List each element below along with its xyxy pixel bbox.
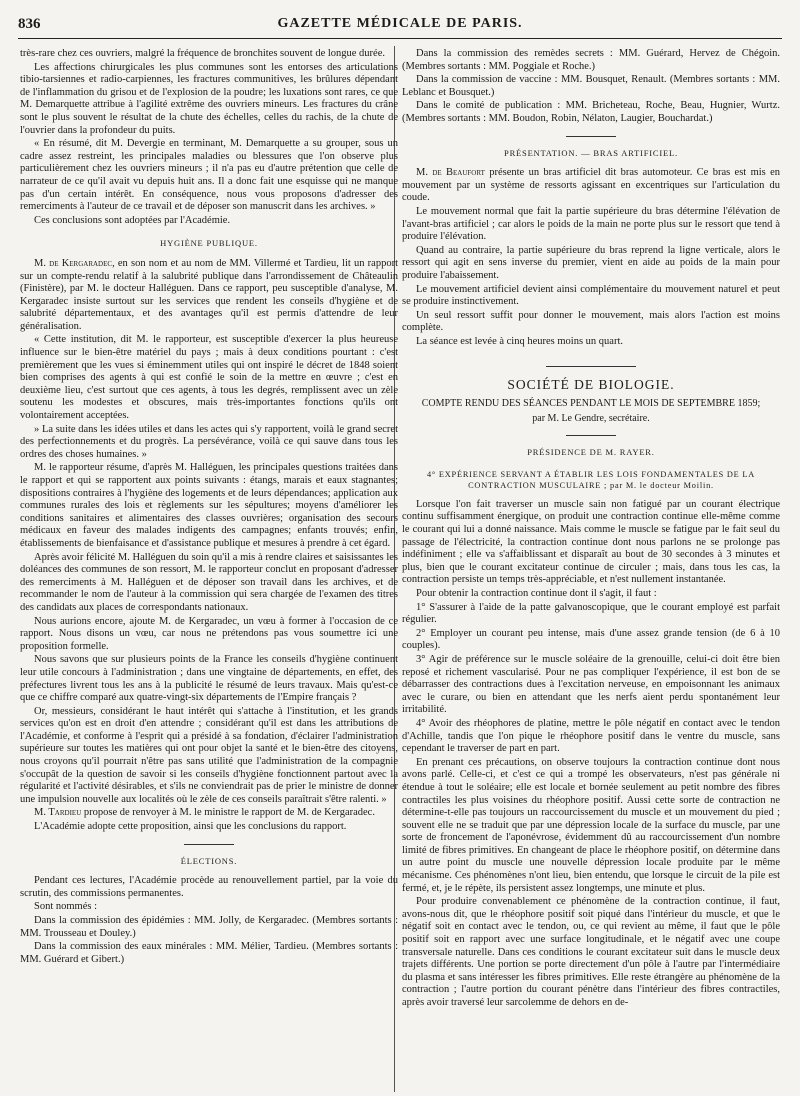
paragraph: 3° Agir de préférence sur le muscle soléaire de la grenouille, celui-ci doit être bien reposé et richement vascularisé. Pour ne pas compliquer l'expérience, il est bon de se débarrasser des contractions dues à l'excitation nerveuse, en empoisonnant les animaux avec le curare, ou bien en attendant que les nerfs aient perdu spontanément leur irritabilité. xyxy=(402,653,780,716)
report-author: par M. Le Gendre, secrétaire. xyxy=(532,412,650,424)
paragraph-text: propose de renvoyer à M. le ministre le rapport de M. de Kergaradec. xyxy=(81,807,375,819)
section-rule xyxy=(566,136,616,137)
section-heading-elections: ÉLECTIONS. xyxy=(180,855,238,866)
paragraph: En prenant ces précautions, on observe toujours la contraction continue dont nous avons parlé. Celle-ci, et c'est ce qui a trompé les observateurs, n'est pas générale ni étendue à tout le soléaire; elle est locale et bornée seulement au petit nombre des fibres contractiles les plus voisines du rhéophore positif. Aussi cette sorte de contraction ne détermine-t-elle pas toujours un raccourcissement du muscle et un mouvement du pied ; souvent elle ne se traduit que par une dépression locale de la surface du muscle, par une sorte de froncement de l'aponévrose, évidemment dû au raccourcissement d'un nombre limité de fibres primitives. En changeant de place le rhéophore positif, on détermine dans un autre point du muscle une nouvelle dépression locale produite par le même mécanisme. Ces phénomènes n'ont lieu, bien entendu, que lorsque le circuit de la pile est fermé, et, je le répète, ils persistent assez longtemps, une minute et plus. xyxy=(402,756,780,894)
speaker-name: M. Tardieu xyxy=(34,807,82,819)
paragraph: très-rare chez ces ouvriers, malgré la fréquence de bronchites souvent de longue durée. xyxy=(20,48,385,59)
paragraph xyxy=(20,807,398,820)
section-rule xyxy=(566,435,616,436)
paragraph: Dans la commission de vaccine : MM. Bousquet, Renault. (Membres sortants : MM. Leblanc et Bousquet.) xyxy=(402,74,780,98)
paragraph: Or, messieurs, considérant le haut intérêt qui s'attache à l'institution, et les grands services qu'on est en droit d'en attendre ; considérant qu'il est dans les attributions de l'Académie, et conforme à l'esprit qui a présidé à sa fondation, d'éclairer l'administration supérieure sur toutes les matières qui ont pour objet la santé et le bien-être des citoyens, nous croyons qu'il pourrait n'être pas sans utilité que l'administration de la compagnie s'occupât de la question de savoir si les conseils d'hygiène fonctionnent partout avec la régularité et l'activité désirables, et s'ils ne conviendrait pas de prier le ministre de donner une impulsion nouvelle aux localités où le zèle de ces conseils paraîtrait s'être ralenti. » xyxy=(20,705,398,805)
section-rule xyxy=(546,366,636,367)
right-column xyxy=(402,48,780,1088)
paragraph: 2° Employer un courant peu intense, mais d'une assez grande tension (de 6 à 10 couples). xyxy=(402,627,780,652)
society-title: SOCIÉTÉ DE BIOLOGIE. xyxy=(507,377,675,393)
paragraph: Pour produire convenablement ce phénomène de la contraction continue, il faut, avons-nous dit, que le rhéophore positif soit piqué dans l'intérieur du muscle, et que le négatif soit en contact avec le tendon, ou, ce qui revient au même, il faut que le pôle positif soit en rapport avec une surface longitudinale, et le négatif avec une coupe transversale naturelle. Dans ces conditions le courant excitateur suit dans le muscle deux trajets différents. Une portion se porte directement d'un pôle à l'autre par l'intermédiaire du plasma et sans intéresser les fibres primitives. Elle reste étrangère au phénomène de la contraction ; l'autre portion du courant pénètre dans l'intérieur des fibres contractiles, après avoir traversé leur sarcolemme de dehors en de- xyxy=(402,896,780,1008)
paragraph: « En résumé, dit M. Devergie en terminant, M. Demarquette a su grouper, sous un cadre assez restreint, les principales maladies ou blessures que l'on observe plus particulièrement chez les ouvriers mineurs ; il n'a pas eu d'autre prétention que celle de narrateur de ce qu'il avait vu depuis huit ans. Il a donc fait une esquisse qui ne manque pas d'un certain intérêt. En conséquence, nous vous proposons d'adresser des remerciments à l'auteur de ce travail et de déposer son manuscrit dans les archives. » xyxy=(20,138,398,213)
paragraph: Quand au contraire, la partie supérieure du bras reprend la ligne verticale, alors le ressort qui agit en sens inverse du premier, vient en aide au poids de la main pour produire l'abaissement. xyxy=(402,244,780,281)
paragraph xyxy=(20,258,398,334)
paragraph: M. le rapporteur résume, d'après M. Halléguen, les principales questions traitées dans le rapport et qui se rapportent aux points suivants : étangs, marais et eaux stagnantes; dispositions contraires à l'hygiène des logements et de leurs dépendances; application aux communes rurales des lois et règlements sur les sépultures; moyens d'améliorer les conditions sanitaires et alimentaires des classes ouvrières; organisation des secours médicaux en faveur des malades indigents des campagnes; enfants trouvés; enfin, établissements de bienfaisance et d'assistance publique et mesures à prendre à cet égard. xyxy=(20,462,398,549)
paragraph: Un seul ressort suffit pour donner le mouvement, mais alors l'action est moins complète. xyxy=(402,309,780,334)
presidence-heading: PRÉSIDENCE DE M. RAYER. xyxy=(527,447,655,458)
page-number: 836 xyxy=(18,16,41,32)
paragraph xyxy=(402,167,780,205)
paragraph: Dans la commission des eaux minérales : MM. Mélier, Tardieu. (Membres sortants : MM. Guérard et Gibert.) xyxy=(20,941,398,965)
experiment-title: 4° EXPÉRIENCE SERVANT A ÉTABLIR LES LOIS FONDAMENTALES DE LA CONTRACTION MUSCULAIRE ; par M. le docteur Moilin. xyxy=(426,469,756,490)
paragraph: La séance est levée à cinq heures moins un quart. xyxy=(416,335,624,347)
paragraph: Lorsque l'on fait traverser un muscle sain non fatigué par un courant électrique continu suffisamment énergique, on produit une contraction continue elle-même comme le courant qui lui a donné naissance. Mais comme le muscle se fatigue par le fait seul du passage de l'électricité, la contraction continue dont nous parlons ne se prolonge pas indéfiniment ; elle va s'affaiblissant et disparaît au bout de 30 secondes à 3 minutes et plus, bien que le courant excitateur continue de circuler ; mais, dans tous les cas, la contraction persiste un temps très-appréciable, et n'est nullement instantanée. xyxy=(402,498,780,586)
paragraph: Nous aurions encore, ajoute M. de Kergaradec, un vœu à former à l'occasion de ce rapport. Nous disons un vœu, car nous ne prétendons pas vous soumettre ici une proposition formelle. xyxy=(20,615,398,652)
paragraph: 4° Avoir des rhéophores de platine, mettre le pôle négatif en contact avec le tendon d'Achille, tandis que l'on pique le rhéophore positif dans le ventre du muscle, sans cependant le traverser de part en part. xyxy=(402,717,780,755)
paragraph: Dans la commission des épidémies : MM. Jolly, de Kergaradec. (Membres sortants : MM. Trousseau et Douley.) xyxy=(20,915,398,939)
paragraph: Les affections chirurgicales les plus communes sont les entorses des articulations tibio-tarsiennes et radio-carpiennes, les fractures communitives, les brûlures dépendant de l'inflammation du grisou et de l'explosion de la poudre; les luxations sont rares, ce que M. Demarquette attribue à l'agilité extrême des ouvriers mineurs. Les fractures du crâne sont le plus souvent le résultat de la chute des échelles, celles du rachis, de la chute de l'ouvrier dans la profondeur du puits. xyxy=(20,61,398,136)
paragraph: Sont nommés : xyxy=(34,901,98,913)
paragraph: Le mouvement artificiel devient ainsi complémentaire du mouvement naturel et peut se produire instinctivement. xyxy=(402,283,780,308)
section-rule xyxy=(184,844,234,845)
speaker-name: M. de Kergaradec xyxy=(34,257,113,269)
paragraph: Dans le comité de publication : MM. Bricheteau, Roche, Beau, Hugnier, Wurtz. (Membres sortants : MM. Boudon, Robin, Nélaton, Laugier, Bouchardat.) xyxy=(402,100,780,124)
section-heading-presentation: PRÉSENTATION. — BRAS ARTIFICIEL. xyxy=(504,147,678,158)
paragraph-text: , en son nom et au nom de MM. Villermé et Tardieu, lit un rapport sur un compte-rendu relatif à la salubrité publique dans l'arrondissement de Châteaulin (Finistère), par M. le docteur Halléguen. Dans ce rapport, peu susceptible d'analyse, M. Kergaradec insiste surtout sur les services que rendent les conseils d'hygiène et de salubrité départementaux, et des avantages qu'il est permis d'attendre de leur généralisation. xyxy=(20,257,398,332)
paragraph: » La suite dans les idées utiles et dans les actes qui s'y rapportent, voilà le grand secret des perfectionnements et du progrès. La persévérance, voilà ce qui sauve dans tous les ordres des choses humaines. » xyxy=(20,423,398,460)
paragraph: « Cette institution, dit M. le rapporteur, est susceptible d'exercer la plus heureuse influence sur le bien-être matériel du pays ; mais à deux conditions pourtant : c'est premièrement que les vues si éminemment utiles qui ont inspiré le décret de 1848 soient bien comprises des agents à qui est confié le soin de la mettre en œuvre ; c'est en deuxième lieu, c'est surtout que ces agents, à tous les degrés, remplissent avec un zèle soutenu les modestes et obscures, mais très-importantes fonctions qu'ils ont volontairement acceptées. xyxy=(20,334,398,422)
speaker-name: M. de Beaufort xyxy=(416,167,485,179)
paragraph: L'Académie adopte cette proposition, ainsi que les conclusions du rapport. xyxy=(34,821,347,833)
paragraph-text: présente un bras artificiel dit bras automoteur. Ce bras est mis en mouvement par un système de ressorts agissant en excentriques sur l'articulation du coude. xyxy=(402,167,780,204)
paragraph: Nous savons que sur plusieurs points de la France les conseils d'hygiène continuent leur utile concours à l'administration ; dans une vingtaine de départements, en effet, des préfectures livrent tous les ans à la publicité le résumé de leurs travaux. Mais qu'est-ce que ce chiffre comparé aux quatre-vingt-six départements de l'Empire français ? xyxy=(20,654,398,704)
page-header xyxy=(18,14,782,39)
paragraph: Ces conclusions sont adoptées par l'Académie. xyxy=(34,214,231,226)
paragraph: Pour obtenir la contraction continue dont il s'agit, il faut : xyxy=(416,588,657,599)
paragraph: Dans la commission des remèdes secrets : MM. Guérard, Hervez de Chégoin. (Membres sortants : MM. Poggiale et Roche.) xyxy=(402,48,780,72)
paragraph: Pendant ces lectures, l'Académie procède au renouvellement partiel, par la voie du scrutin, des commissions permanentes. xyxy=(20,875,398,899)
paragraph: Après avoir félicité M. Halléguen du soin qu'il a mis à rendre claires et saisissantes les doléances des communes de son ressort, M. le rapporteur conclut en proposant d'adresser des remerciments à M. Halléguen et de déposer son travail dans les archives, et de recommander le nom de l'auteur à la commission qui sera chargée de l'examen des titres des candidats aux places de correspondants nationaux. xyxy=(20,551,398,613)
left-column xyxy=(20,48,398,1088)
paragraph: Le mouvement normal que fait la partie supérieure du bras détermine l'élévation de l'avant-bras artificiel ; car alors le poids de la main ne porte plus sur le ressort que tend à produire l'élévation. xyxy=(402,205,780,243)
paragraph: 1° S'assurer à l'aide de la patte galvanoscopique, que le courant employé est parfait régulier. xyxy=(402,601,780,626)
report-title: COMPTE RENDU DES SÉANCES PENDANT LE MOIS DE SEPTEMBRE 1859; xyxy=(421,398,761,410)
journal-title: GAZETTE MÉDICALE DE PARIS. xyxy=(277,16,523,31)
section-heading-hygiene: HYGIÈNE PUBLIQUE. xyxy=(160,238,258,249)
